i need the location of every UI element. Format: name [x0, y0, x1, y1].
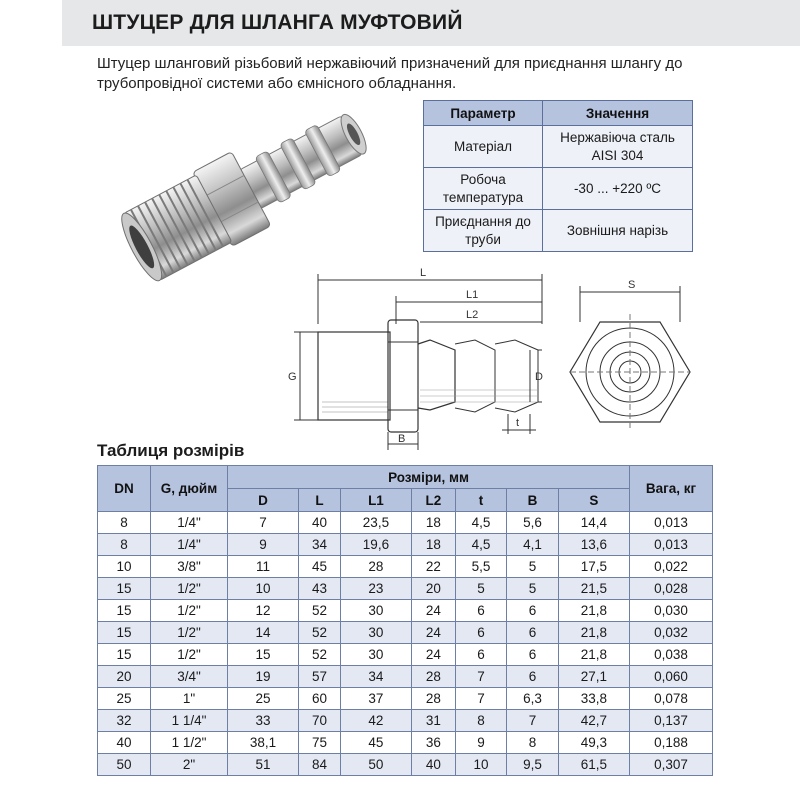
cell-s: 33,8 — [558, 688, 629, 710]
dim-label-d: D — [535, 371, 543, 383]
table-row — [98, 754, 713, 776]
cell-b: 7 — [507, 710, 559, 732]
param-value: -30 ... +220 ºС — [543, 168, 693, 210]
cell-g: 1" — [151, 688, 228, 710]
params-row — [424, 126, 693, 168]
cell-l1: 30 — [340, 622, 411, 644]
title-bar — [62, 0, 800, 46]
cell-t: 9 — [455, 732, 507, 754]
param-name: Робоча температура — [424, 168, 543, 210]
cell-t: 6 — [455, 622, 507, 644]
cell-l2: 36 — [412, 732, 456, 754]
cell-s: 14,4 — [558, 512, 629, 534]
param-name: Приєднання до труби — [424, 210, 543, 252]
cell-d: 10 — [228, 578, 299, 600]
cell-t: 6 — [455, 644, 507, 666]
cell-g: 1/2" — [151, 578, 228, 600]
cell-dn: 50 — [98, 754, 151, 776]
subheader-d: D — [228, 489, 299, 512]
cell-s: 49,3 — [558, 732, 629, 754]
intro-text: Штуцер шланговий різьбовий нержавіючий призначений для приєднання шлангу до трубопровідної системи або ємнісного обладнання. — [97, 55, 683, 92]
cell-l2: 28 — [412, 666, 456, 688]
cell-t: 5,5 — [455, 556, 507, 578]
cell-t: 10 — [455, 754, 507, 776]
cell-dn: 15 — [98, 622, 151, 644]
cell-dn: 25 — [98, 688, 151, 710]
param-value: Зовнішня нарізь — [543, 210, 693, 252]
cell-s: 61,5 — [558, 754, 629, 776]
cell-b: 5 — [507, 556, 559, 578]
header-g: G, дюйм — [151, 466, 228, 512]
cell-g: 1 1/4" — [151, 710, 228, 732]
page-title: ШТУЦЕР ДЛЯ ШЛАНГА МУФТОВИЙ — [92, 11, 463, 34]
cell-s: 21,8 — [558, 622, 629, 644]
cell-dn: 15 — [98, 644, 151, 666]
cell-d: 38,1 — [228, 732, 299, 754]
table-row — [98, 688, 713, 710]
cell-b: 8 — [507, 732, 559, 754]
parameters-table — [423, 100, 693, 252]
cell-b: 5 — [507, 578, 559, 600]
cell-l: 70 — [299, 710, 341, 732]
cell-t: 7 — [455, 666, 507, 688]
header-dn: DN — [98, 466, 151, 512]
cell-l: 40 — [299, 512, 341, 534]
cell-dn: 15 — [98, 600, 151, 622]
cell-b: 6 — [507, 600, 559, 622]
cell-t: 5 — [455, 578, 507, 600]
cell-l: 45 — [299, 556, 341, 578]
cell-dn: 40 — [98, 732, 151, 754]
cell-b: 6 — [507, 644, 559, 666]
cell-weight: 0,137 — [630, 710, 713, 732]
subheader-l2: L2 — [412, 489, 456, 512]
cell-l1: 30 — [340, 644, 411, 666]
cell-g: 3/4" — [151, 666, 228, 688]
subheader-t: t — [455, 489, 507, 512]
cell-g: 1/2" — [151, 644, 228, 666]
subheader-s: S — [558, 489, 629, 512]
cell-weight: 0,038 — [630, 644, 713, 666]
cell-l2: 31 — [412, 710, 456, 732]
cell-l: 34 — [299, 534, 341, 556]
cell-t: 4,5 — [455, 534, 507, 556]
cell-weight: 0,078 — [630, 688, 713, 710]
table-row — [98, 600, 713, 622]
dim-label-s: S — [628, 279, 636, 291]
table-row — [98, 622, 713, 644]
cell-g: 1 1/2" — [151, 732, 228, 754]
cell-t: 8 — [455, 710, 507, 732]
table-row — [98, 534, 713, 556]
header-dimensions: Розміри, мм — [228, 466, 630, 489]
cell-l1: 23 — [340, 578, 411, 600]
cell-l1: 37 — [340, 688, 411, 710]
cell-l1: 19,6 — [340, 534, 411, 556]
cell-weight: 0,022 — [630, 556, 713, 578]
cell-l2: 18 — [412, 512, 456, 534]
cell-d: 51 — [228, 754, 299, 776]
cell-dn: 32 — [98, 710, 151, 732]
cell-l1: 28 — [340, 556, 411, 578]
cell-weight: 0,307 — [630, 754, 713, 776]
cell-s: 42,7 — [558, 710, 629, 732]
cell-weight: 0,013 — [630, 512, 713, 534]
cell-weight: 0,032 — [630, 622, 713, 644]
cell-l2: 28 — [412, 688, 456, 710]
cell-d: 25 — [228, 688, 299, 710]
subheader-l: L — [299, 489, 341, 512]
cell-dn: 10 — [98, 556, 151, 578]
cell-l: 52 — [299, 644, 341, 666]
params-row — [424, 168, 693, 210]
technical-drawing — [280, 262, 700, 452]
params-row — [424, 210, 693, 252]
cell-d: 7 — [228, 512, 299, 534]
cell-dn: 8 — [98, 534, 151, 556]
cell-g: 1/2" — [151, 622, 228, 644]
dim-label-l2: L2 — [466, 309, 479, 321]
cell-l2: 18 — [412, 534, 456, 556]
cell-l2: 24 — [412, 600, 456, 622]
cell-l2: 24 — [412, 622, 456, 644]
dim-label-l: L — [420, 267, 427, 279]
params-header-parameter: Параметр — [424, 101, 543, 126]
sizes-table — [97, 465, 713, 776]
dim-label-b: B — [398, 433, 406, 445]
dim-label-g: G — [288, 371, 297, 383]
dim-label-t: t — [516, 417, 520, 429]
cell-g: 1/4" — [151, 534, 228, 556]
cell-l1: 42 — [340, 710, 411, 732]
cell-l2: 20 — [412, 578, 456, 600]
cell-l1: 30 — [340, 600, 411, 622]
cell-dn: 8 — [98, 512, 151, 534]
table-row — [98, 578, 713, 600]
table-row — [98, 666, 713, 688]
cell-d: 19 — [228, 666, 299, 688]
cell-g: 2" — [151, 754, 228, 776]
table-row — [98, 710, 713, 732]
table-row — [98, 644, 713, 666]
table-row — [98, 732, 713, 754]
cell-l: 60 — [299, 688, 341, 710]
param-name: Матеріал — [424, 126, 543, 168]
cell-s: 21,8 — [558, 600, 629, 622]
cell-d: 15 — [228, 644, 299, 666]
cell-t: 7 — [455, 688, 507, 710]
cell-l2: 22 — [412, 556, 456, 578]
cell-l1: 45 — [340, 732, 411, 754]
cell-s: 27,1 — [558, 666, 629, 688]
cell-l1: 34 — [340, 666, 411, 688]
cell-t: 4,5 — [455, 512, 507, 534]
cell-b: 6 — [507, 622, 559, 644]
cell-d: 14 — [228, 622, 299, 644]
subheader-l1: L1 — [340, 489, 411, 512]
cell-s: 17,5 — [558, 556, 629, 578]
cell-s: 21,8 — [558, 644, 629, 666]
cell-l: 84 — [299, 754, 341, 776]
dim-label-l1: L1 — [466, 289, 479, 301]
cell-weight: 0,013 — [630, 534, 713, 556]
cell-l: 75 — [299, 732, 341, 754]
cell-weight: 0,060 — [630, 666, 713, 688]
cell-g: 1/4" — [151, 512, 228, 534]
cell-l: 57 — [299, 666, 341, 688]
cell-s: 13,6 — [558, 534, 629, 556]
cell-l: 52 — [299, 600, 341, 622]
cell-s: 21,5 — [558, 578, 629, 600]
cell-g: 3/8" — [151, 556, 228, 578]
cell-l1: 50 — [340, 754, 411, 776]
sizes-table-body — [98, 512, 713, 776]
cell-b: 5,6 — [507, 512, 559, 534]
table-row — [98, 556, 713, 578]
header-weight: Вага, кг — [630, 466, 713, 512]
cell-l2: 40 — [412, 754, 456, 776]
cell-weight: 0,030 — [630, 600, 713, 622]
cell-weight: 0,188 — [630, 732, 713, 754]
cell-weight: 0,028 — [630, 578, 713, 600]
cell-d: 12 — [228, 600, 299, 622]
cell-l1: 23,5 — [340, 512, 411, 534]
cell-d: 11 — [228, 556, 299, 578]
cell-b: 9,5 — [507, 754, 559, 776]
table-row — [98, 512, 713, 534]
cell-l2: 24 — [412, 644, 456, 666]
cell-dn: 15 — [98, 578, 151, 600]
cell-t: 6 — [455, 600, 507, 622]
cell-b: 4,1 — [507, 534, 559, 556]
sizes-title: Таблиця розмірів — [97, 441, 245, 460]
cell-d: 9 — [228, 534, 299, 556]
cell-b: 6,3 — [507, 688, 559, 710]
cell-d: 33 — [228, 710, 299, 732]
cell-dn: 20 — [98, 666, 151, 688]
cell-g: 1/2" — [151, 600, 228, 622]
param-value: Нержавіюча сталь AISI 304 — [543, 126, 693, 168]
cell-l: 52 — [299, 622, 341, 644]
subheader-b: B — [507, 489, 559, 512]
params-header-value: Значення — [543, 101, 693, 126]
cell-b: 6 — [507, 666, 559, 688]
cell-l: 43 — [299, 578, 341, 600]
